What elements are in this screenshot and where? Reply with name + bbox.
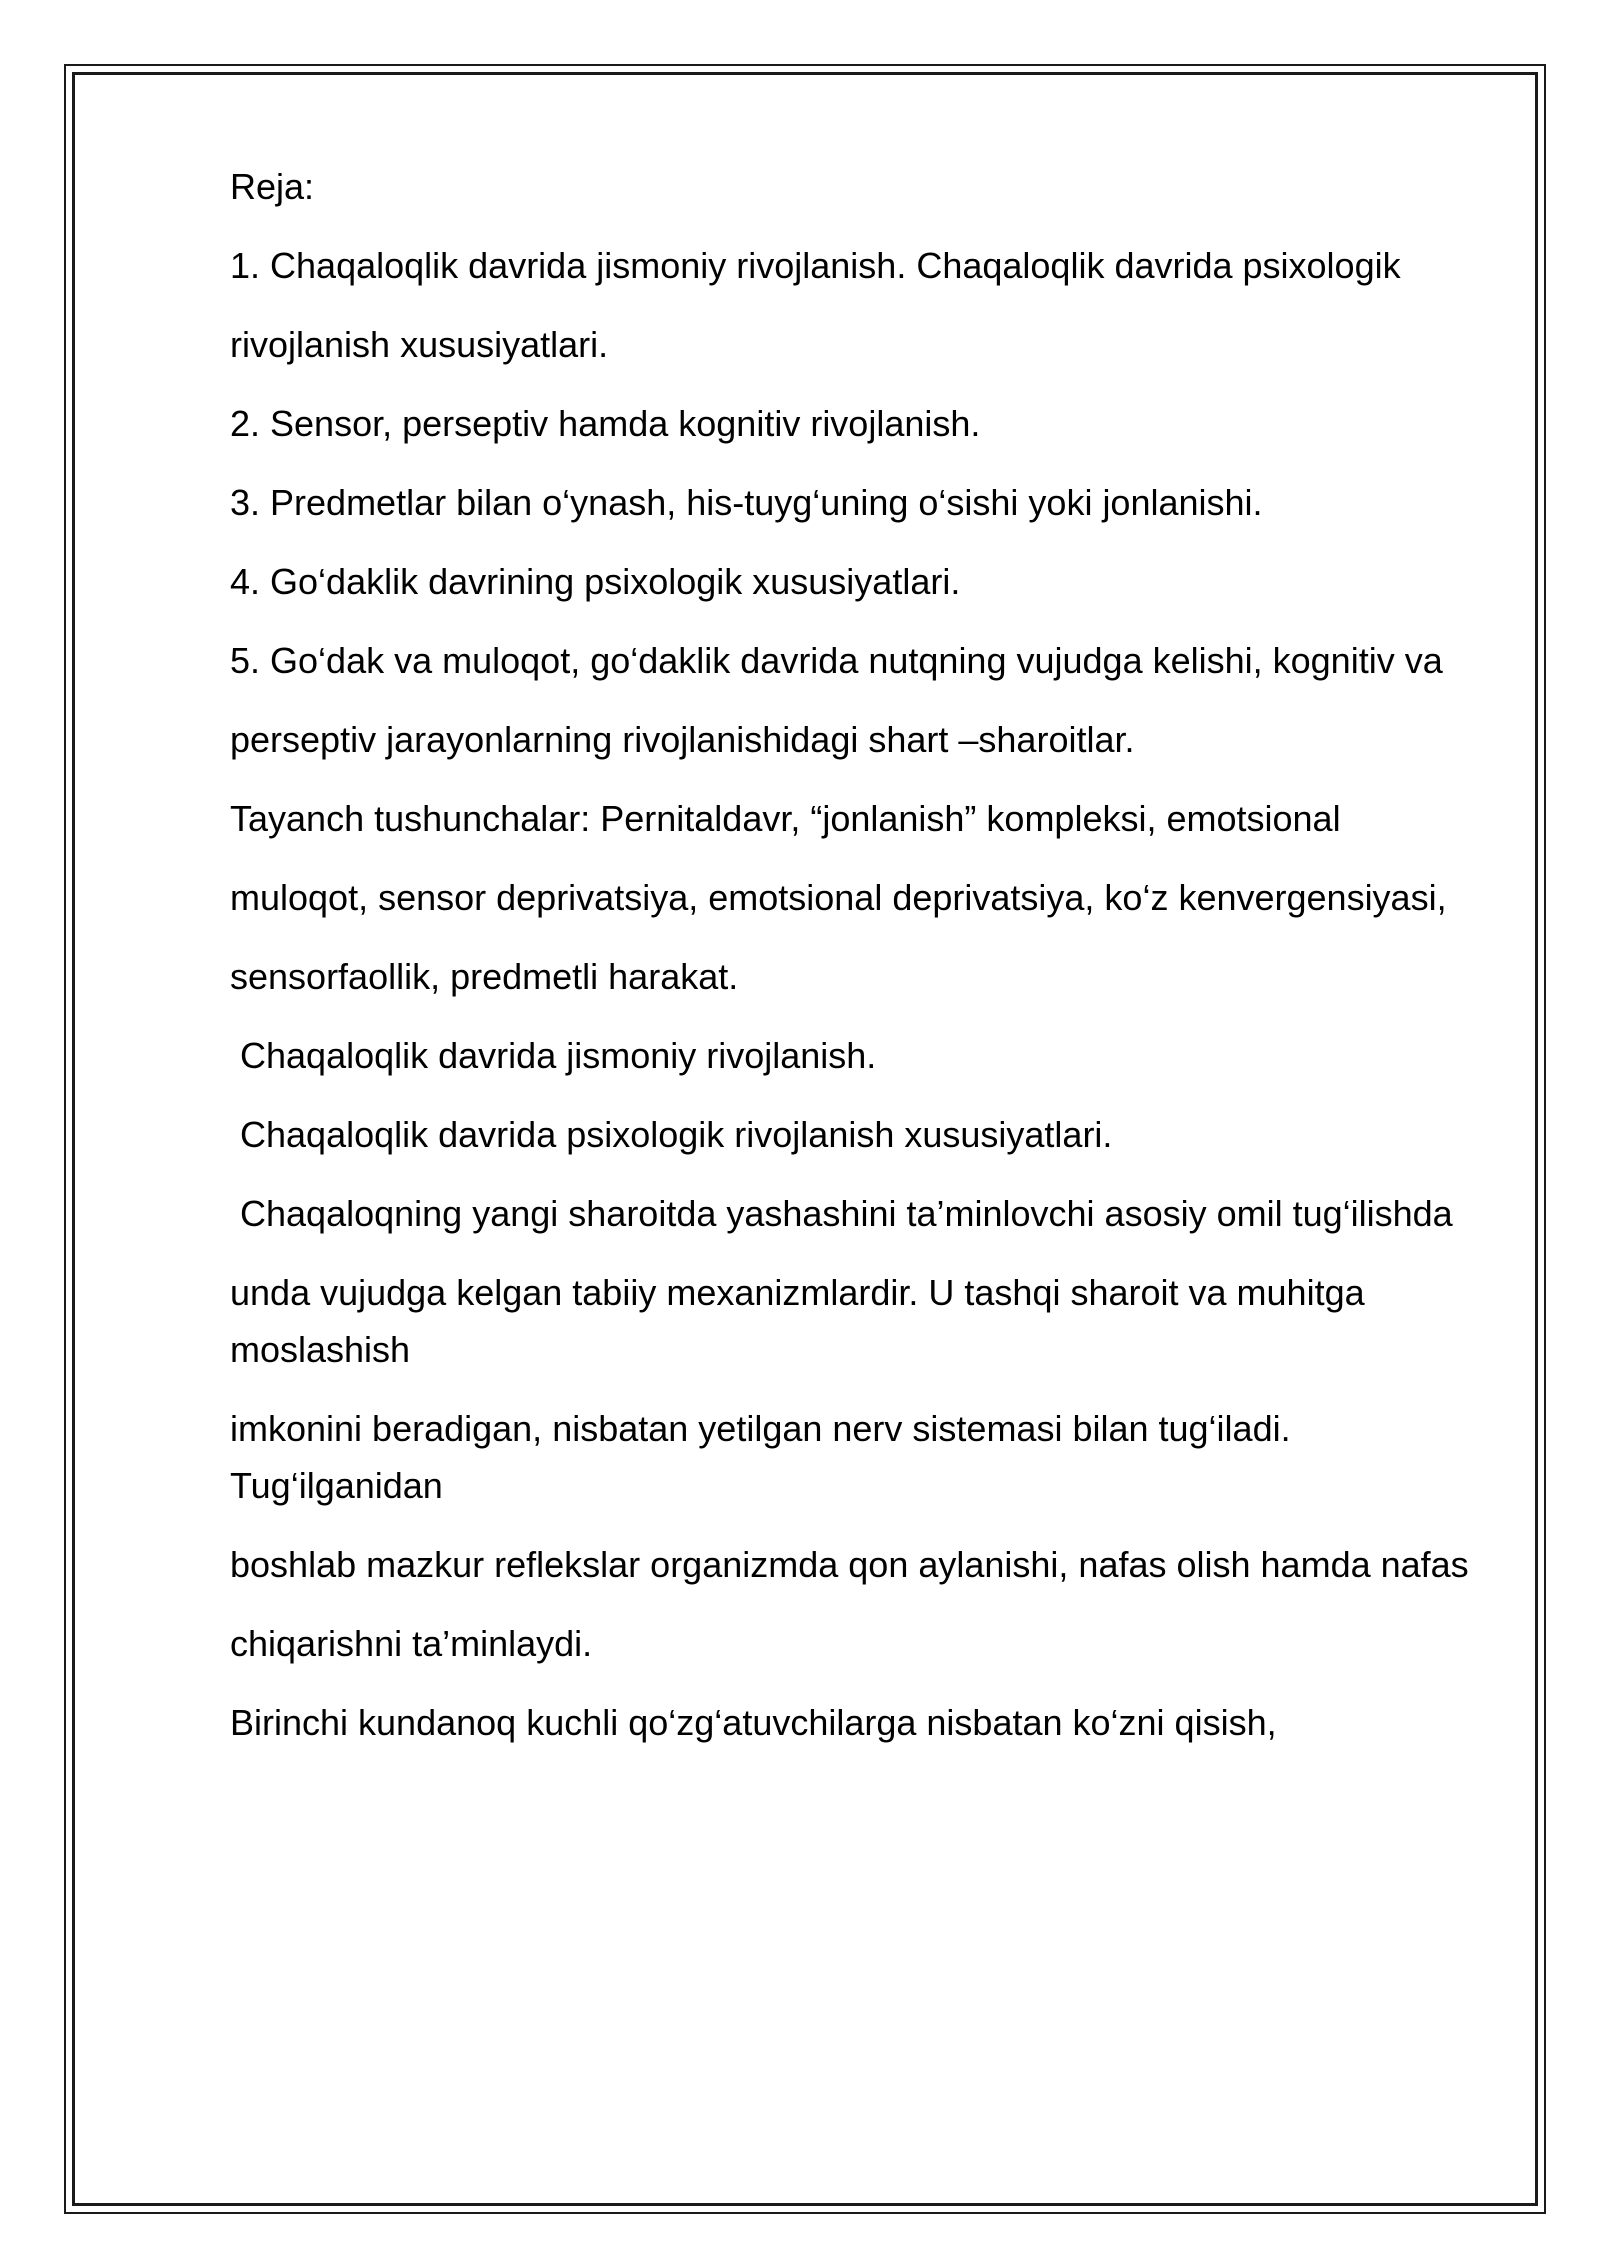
key-concepts-continued-2: sensorfaollik, predmetli harakat. <box>230 956 739 997</box>
plan-heading: Reja: <box>230 166 315 207</box>
body-paragraph-2: unda vujudga kelgan tabiiy mexanizmlardir. U tashqi sharoit va muhitga moslashish <box>230 1272 1375 1370</box>
plan-item-3: 3. Predmetlar bilan o‘ynash, his-tuyg‘uning o‘sishi yoki jonlanishi. <box>230 482 1263 523</box>
section-heading-physical: Chaqaloqlik davrida jismoniy rivojlanish. <box>230 1035 877 1076</box>
key-concepts: Tayanch tushunchalar: Pernitaldavr, “jonlanish” kompleksi, emotsional <box>230 798 1341 839</box>
body-paragraph-1: Chaqaloqning yangi sharoitda yashashini ta’minlovchi asosiy omil tug‘ilishda <box>230 1193 1453 1234</box>
plan-item-1-continued: rivojlanish xususiyatlari. <box>230 324 609 365</box>
plan-item-5: 5. Go‘dak va muloqot, go‘daklik davrida nutqning vujudga kelishi, kognitiv va <box>230 640 1443 681</box>
plan-item-4: 4. Go‘daklik davrining psixologik xususiyatlari. <box>230 561 961 602</box>
body-paragraph-5: chiqarishni ta’minlaydi. <box>230 1623 593 1664</box>
plan-item-1: 1. Chaqaloqlik davrida jismoniy rivojlanish. Chaqaloqlik davrida psixologik <box>230 245 1401 286</box>
plan-item-5-continued: perseptiv jarayonlarning rivojlanishidagi shart –sharoitlar. <box>230 719 1135 760</box>
body-paragraph-6: Birinchi kundanoq kuchli qo‘zg‘atuvchilarga nisbatan ko‘zni qisish, <box>230 1702 1277 1743</box>
key-concepts-continued-1: muloqot, sensor deprivatsiya, emotsional deprivatsiya, ko‘z kenvergensiyasi, <box>230 877 1447 918</box>
body-paragraph-4: boshlab mazkur reflekslar organizmda qon aylanishi, nafas olish hamda nafas <box>230 1544 1469 1585</box>
document-body <box>230 158 1500 1773</box>
body-paragraph-3: imkonini beradigan, nisbatan yetilgan nerv sistemasi bilan tug‘iladi. Tug‘ilganidan <box>230 1408 1300 1506</box>
plan-item-2: 2. Sensor, perseptiv hamda kognitiv rivojlanish. <box>230 403 981 444</box>
section-heading-psychological: Chaqaloqlik davrida psixologik rivojlanish xususiyatlari. <box>230 1114 1113 1155</box>
